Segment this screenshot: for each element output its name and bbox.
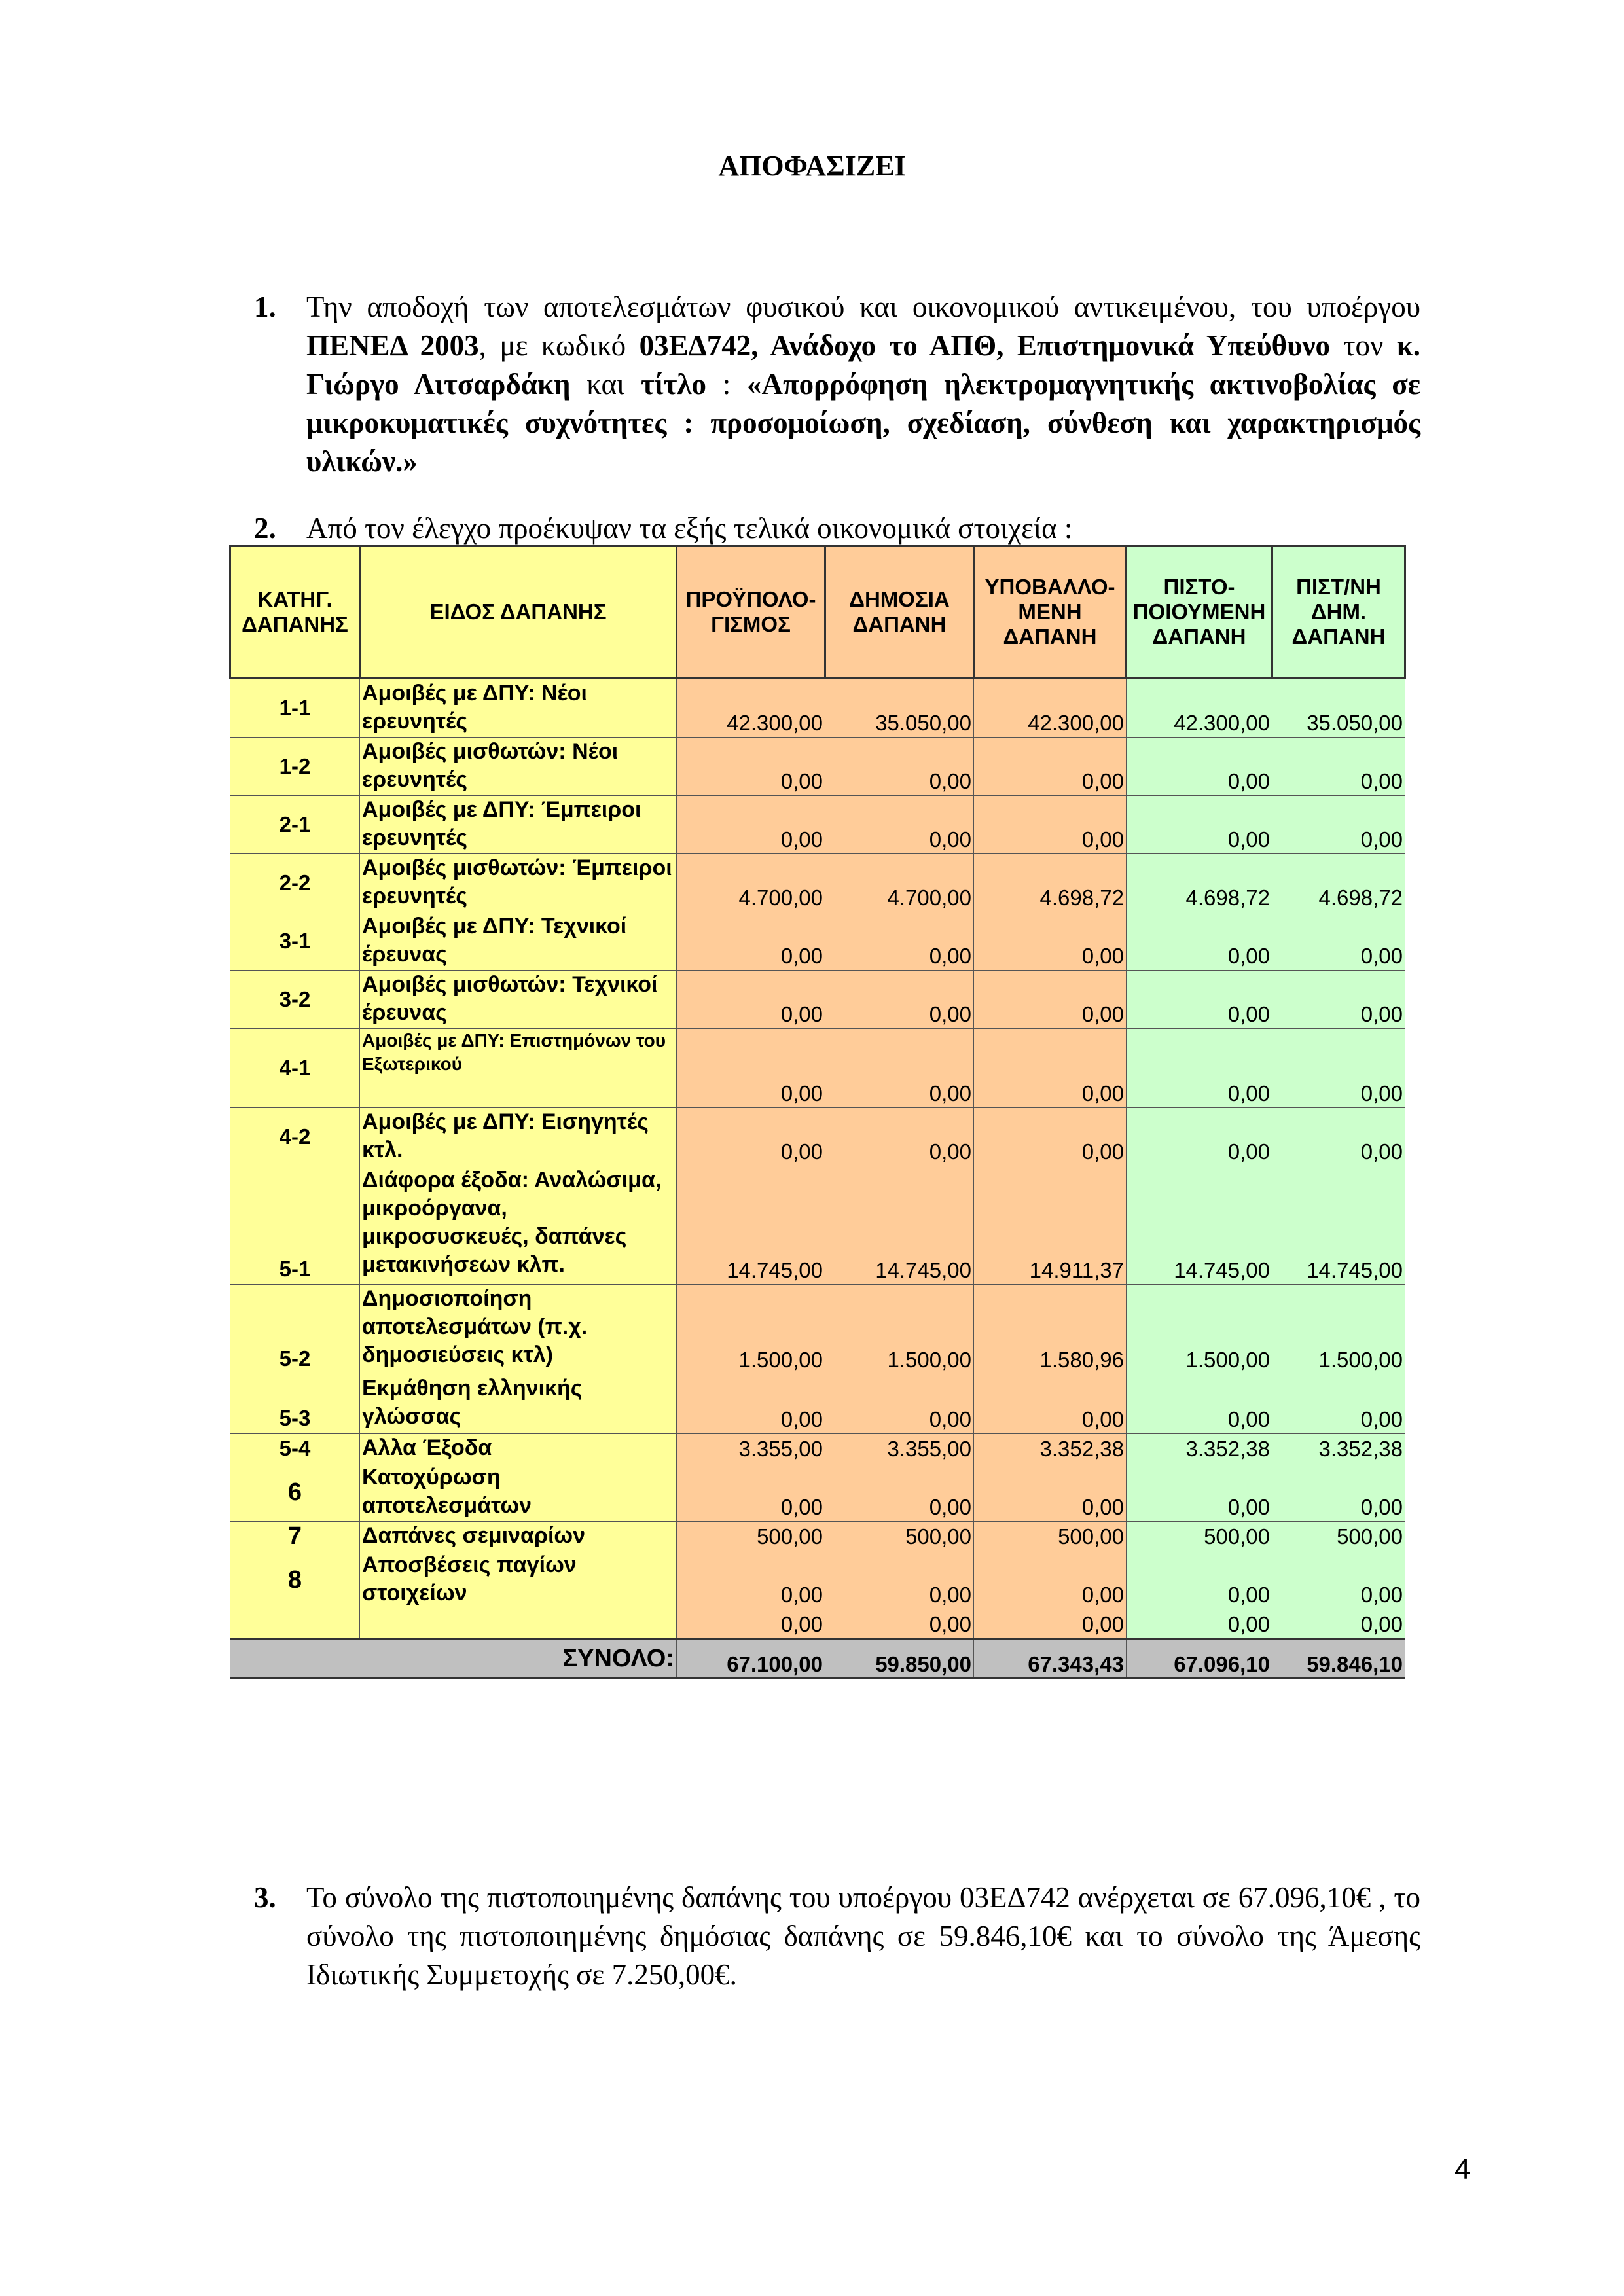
table-row bbox=[230, 738, 1405, 796]
category-cell: 2-2 bbox=[230, 854, 360, 912]
certified-cell: 0,00 bbox=[1127, 1463, 1272, 1522]
certified-cell: 0,00 bbox=[1127, 1374, 1272, 1434]
category-cell: 4-1 bbox=[230, 1029, 360, 1108]
description-cell: Αμοιβές μισθωτών: Τεχνικοί έρευνας bbox=[360, 971, 677, 1029]
category-cell: 5-2 bbox=[230, 1285, 360, 1374]
category-cell: 2-1 bbox=[230, 796, 360, 854]
category-cell: 8 bbox=[230, 1551, 360, 1609]
public-cell: 1.500,00 bbox=[825, 1285, 974, 1374]
submitted-cell: 42.300,00 bbox=[974, 679, 1127, 738]
budget-cell: 42.300,00 bbox=[677, 679, 825, 738]
header-public-expense: ΔΗΜΟΣΙΑ ΔΑΠΑΝΗ bbox=[825, 546, 974, 679]
description-cell: Εκμάθηση ελληνικής γλώσσας bbox=[360, 1374, 677, 1434]
certified-public-cell: 0,00 bbox=[1272, 796, 1405, 854]
certified-public-cell: 0,00 bbox=[1272, 971, 1405, 1029]
certified-public-cell: 35.050,00 bbox=[1272, 679, 1405, 738]
submitted-cell: 500,00 bbox=[974, 1522, 1127, 1551]
header-certified-expense: ΠΙΣΤΟ-ΠΟΙΟΥΜΕΝΗ ΔΑΠΑΝΗ bbox=[1127, 546, 1272, 679]
budget-cell: 0,00 bbox=[677, 1463, 825, 1522]
certified-cell: 1.500,00 bbox=[1127, 1285, 1272, 1374]
certified-cell: 42.300,00 bbox=[1127, 679, 1272, 738]
public-cell: 0,00 bbox=[825, 912, 974, 971]
budget-cell: 0,00 bbox=[677, 796, 825, 854]
submitted-cell: 3.352,38 bbox=[974, 1434, 1127, 1463]
description-cell: Αμοιβές με ΔΠΥ: Τεχνικοί έρευνας bbox=[360, 912, 677, 971]
description-cell: Δημοσιοποίηση αποτελεσμάτων (π.χ. δημοσιεύσεις κτλ) bbox=[360, 1285, 677, 1374]
table-row bbox=[230, 1551, 1405, 1609]
certified-cell: 4.698,72 bbox=[1127, 854, 1272, 912]
paragraph-2-number: 2. bbox=[254, 512, 276, 545]
certified-cell: 0,00 bbox=[1127, 1029, 1272, 1108]
public-cell: 0,00 bbox=[825, 1551, 974, 1609]
certified-public-cell: 0,00 bbox=[1272, 912, 1405, 971]
budget-cell: 0,00 bbox=[677, 1609, 825, 1640]
description-cell: Δαπάνες σεμιναρίων bbox=[360, 1522, 677, 1551]
public-cell: 4.700,00 bbox=[825, 854, 974, 912]
submitted-cell: 0,00 bbox=[974, 1551, 1127, 1609]
paragraph-1-text bbox=[306, 288, 1420, 481]
submitted-cell: 0,00 bbox=[974, 1108, 1127, 1166]
certified-public-cell: 0,00 bbox=[1272, 1463, 1405, 1522]
category-cell: 1-2 bbox=[230, 738, 360, 796]
budget-cell: 14.745,00 bbox=[677, 1166, 825, 1285]
certified-public-cell: 500,00 bbox=[1272, 1522, 1405, 1551]
total-certified: 67.096,10 bbox=[1127, 1640, 1272, 1678]
table-row bbox=[230, 1285, 1405, 1374]
certified-public-cell: 0,00 bbox=[1272, 1374, 1405, 1434]
submitted-cell: 4.698,72 bbox=[974, 854, 1127, 912]
table-row bbox=[230, 912, 1405, 971]
submitted-cell: 0,00 bbox=[974, 971, 1127, 1029]
table-row bbox=[230, 1434, 1405, 1463]
certified-cell: 3.352,38 bbox=[1127, 1434, 1272, 1463]
paragraph-3-text: Το σύνολο της πιστοποιημένης δαπάνης του υποέργου 03ΕΔ742 ανέρχεται σε 67.096,10€ , το σύνολο της πιστοποιημένης δημόσιας δαπάνης σε 59.846,10€ και το σύνολο της Άμεσης Ιδιωτικής Συμμετοχής σε 7.250,00€. bbox=[306, 1881, 1420, 1991]
p1-text-d: και bbox=[570, 368, 641, 401]
submitted-cell: 0,00 bbox=[974, 1463, 1127, 1522]
p1-text-e: : bbox=[706, 368, 748, 401]
table-row bbox=[230, 1374, 1405, 1434]
p1-project-title: «Απορρόφηση ηλεκτρομαγνητικής ακτινοβολίας σε μικροκυματικές συχνότητες : προσομοίωση, σχεδίαση, σύνθεση και χαρακτηρισμός υλικών.» bbox=[306, 368, 1420, 478]
public-cell: 0,00 bbox=[825, 796, 974, 854]
p1-text-b: , με κωδικό bbox=[478, 329, 640, 362]
certified-cell: 0,00 bbox=[1127, 1609, 1272, 1640]
certified-cell: 500,00 bbox=[1127, 1522, 1272, 1551]
total-row bbox=[230, 1640, 1405, 1678]
table-row bbox=[230, 1166, 1405, 1285]
p1-code-contractor: 03ΕΔ742, Ανάδοχο το ΑΠΘ, Επιστημονικά Υπεύθυνο bbox=[639, 329, 1331, 362]
public-cell: 0,00 bbox=[825, 1374, 974, 1434]
table-row bbox=[230, 971, 1405, 1029]
paragraph-2 bbox=[255, 509, 1420, 548]
budget-cell: 3.355,00 bbox=[677, 1434, 825, 1463]
submitted-cell: 14.911,37 bbox=[974, 1166, 1127, 1285]
public-cell: 0,00 bbox=[825, 1108, 974, 1166]
certified-public-cell: 0,00 bbox=[1272, 1609, 1405, 1640]
budget-cell: 0,00 bbox=[677, 912, 825, 971]
description-cell: Αμοιβές με ΔΠΥ: Εισηγητές κτλ. bbox=[360, 1108, 677, 1166]
certified-public-cell: 4.698,72 bbox=[1272, 854, 1405, 912]
budget-cell: 0,00 bbox=[677, 1108, 825, 1166]
table-row bbox=[230, 1609, 1405, 1640]
budget-cell: 0,00 bbox=[677, 1551, 825, 1609]
category-cell: 7 bbox=[230, 1522, 360, 1551]
certified-cell: 0,00 bbox=[1127, 1551, 1272, 1609]
p1-responsible: κ. Γιώργο Λιτσαρδάκη bbox=[306, 329, 1421, 401]
p1-title-label: τίτλο bbox=[640, 368, 707, 401]
budget-cell: 0,00 bbox=[677, 971, 825, 1029]
category-cell: 3-1 bbox=[230, 912, 360, 971]
description-cell: Κατοχύρωση αποτελεσμάτων bbox=[360, 1463, 677, 1522]
submitted-cell: 0,00 bbox=[974, 1029, 1127, 1108]
description-cell bbox=[360, 1609, 677, 1640]
financial-table bbox=[229, 545, 1406, 1679]
public-cell: 3.355,00 bbox=[825, 1434, 974, 1463]
budget-cell: 1.500,00 bbox=[677, 1285, 825, 1374]
paragraph-1 bbox=[255, 288, 1420, 481]
submitted-cell: 0,00 bbox=[974, 796, 1127, 854]
header-description: ΕΙΔΟΣ ΔΑΠΑΝΗΣ bbox=[360, 546, 677, 679]
budget-cell: 0,00 bbox=[677, 738, 825, 796]
p1-program: ΠΕΝΕΔ 2003 bbox=[306, 329, 479, 362]
certified-public-cell: 0,00 bbox=[1272, 1108, 1405, 1166]
total-public: 59.850,00 bbox=[825, 1640, 974, 1678]
description-cell: Αμοιβές με ΔΠΥ: Νέοι ερευνητές bbox=[360, 679, 677, 738]
table-row bbox=[230, 1108, 1405, 1166]
budget-cell: 500,00 bbox=[677, 1522, 825, 1551]
table-row bbox=[230, 796, 1405, 854]
description-cell: Διάφορα έξοδα: Αναλώσιμα, μικροόργανα, μικροσυσκευές, δαπάνες μετακινήσεων κλπ. bbox=[360, 1166, 677, 1285]
category-cell bbox=[230, 1609, 360, 1640]
certified-public-cell: 1.500,00 bbox=[1272, 1285, 1405, 1374]
p1-text-c: τον bbox=[1330, 329, 1397, 362]
header-category: ΚΑΤΗΓ. ΔΑΠΑΝΗΣ bbox=[230, 546, 360, 679]
total-certified-public: 59.846,10 bbox=[1272, 1640, 1405, 1678]
total-submitted: 67.343,43 bbox=[974, 1640, 1127, 1678]
category-cell: 1-1 bbox=[230, 679, 360, 738]
public-cell: 35.050,00 bbox=[825, 679, 974, 738]
certified-cell: 0,00 bbox=[1127, 1108, 1272, 1166]
page-number: 4 bbox=[1454, 2153, 1471, 2185]
certified-cell: 0,00 bbox=[1127, 912, 1272, 971]
submitted-cell: 1.580,96 bbox=[974, 1285, 1127, 1374]
description-cell: Αμοιβές μισθωτών: Έμπειροι ερευνητές bbox=[360, 854, 677, 912]
certified-cell: 0,00 bbox=[1127, 971, 1272, 1029]
header-certified-public-expense: ΠΙΣΤ/ΝΗ ΔΗΜ. ΔΑΠΑΝΗ bbox=[1272, 546, 1405, 679]
paragraph-3 bbox=[255, 1878, 1420, 1994]
budget-cell: 4.700,00 bbox=[677, 854, 825, 912]
table-row bbox=[230, 1463, 1405, 1522]
certified-public-cell: 0,00 bbox=[1272, 738, 1405, 796]
paragraph-1-number: 1. bbox=[254, 291, 276, 323]
category-cell: 5-3 bbox=[230, 1374, 360, 1434]
submitted-cell: 0,00 bbox=[974, 912, 1127, 971]
header-budget: ΠΡΟΫΠΟΛΟ-ΓΙΣΜΟΣ bbox=[677, 546, 825, 679]
public-cell: 0,00 bbox=[825, 1463, 974, 1522]
public-cell: 0,00 bbox=[825, 1029, 974, 1108]
category-cell: 4-2 bbox=[230, 1108, 360, 1166]
description-cell: Αμοιβές μισθωτών: Νέοι ερευνητές bbox=[360, 738, 677, 796]
certified-cell: 14.745,00 bbox=[1127, 1166, 1272, 1285]
certified-cell: 0,00 bbox=[1127, 738, 1272, 796]
certified-public-cell: 0,00 bbox=[1272, 1029, 1405, 1108]
description-cell: Αμοιβές με ΔΠΥ: Έμπειροι ερευνητές bbox=[360, 796, 677, 854]
table-row bbox=[230, 679, 1405, 738]
certified-public-cell: 14.745,00 bbox=[1272, 1166, 1405, 1285]
submitted-cell: 0,00 bbox=[974, 738, 1127, 796]
public-cell: 500,00 bbox=[825, 1522, 974, 1551]
submitted-cell: 0,00 bbox=[974, 1609, 1127, 1640]
table-row bbox=[230, 1029, 1405, 1108]
budget-cell: 0,00 bbox=[677, 1029, 825, 1108]
decision-heading: ΑΠΟΦΑΣΙΖΕΙ bbox=[718, 150, 906, 182]
public-cell: 0,00 bbox=[825, 1609, 974, 1640]
public-cell: 14.745,00 bbox=[825, 1166, 974, 1285]
public-cell: 0,00 bbox=[825, 971, 974, 1029]
public-cell: 0,00 bbox=[825, 738, 974, 796]
certified-public-cell: 3.352,38 bbox=[1272, 1434, 1405, 1463]
header-submitted-expense: ΥΠΟΒΑΛΛΟ-ΜΕΝΗ ΔΑΠΑΝΗ bbox=[974, 546, 1127, 679]
p1-text-a: Την αποδοχή των αποτελεσμάτων φυσικού και οικονομικού αντικειμένου, του υποέργου bbox=[306, 291, 1420, 323]
description-cell: Αλλα Έξοδα bbox=[360, 1434, 677, 1463]
category-cell: 3-2 bbox=[230, 971, 360, 1029]
total-label: ΣΥΝΟΛΟ: bbox=[230, 1640, 677, 1678]
category-cell: 5-1 bbox=[230, 1166, 360, 1285]
paragraph-3-number: 3. bbox=[254, 1881, 276, 1914]
table-row bbox=[230, 1522, 1405, 1551]
submitted-cell: 0,00 bbox=[974, 1374, 1127, 1434]
category-cell: 6 bbox=[230, 1463, 360, 1522]
total-budget: 67.100,00 bbox=[677, 1640, 825, 1678]
budget-cell: 0,00 bbox=[677, 1374, 825, 1434]
certified-cell: 0,00 bbox=[1127, 796, 1272, 854]
description-cell: Αμοιβές με ΔΠΥ: Επιστημόνων του Εξωτερικού bbox=[360, 1029, 677, 1108]
table-row bbox=[230, 854, 1405, 912]
certified-public-cell: 0,00 bbox=[1272, 1551, 1405, 1609]
category-cell: 5-4 bbox=[230, 1434, 360, 1463]
paragraph-2-text: Από τον έλεγχο προέκυψαν τα εξής τελικά οικονομικά στοιχεία : bbox=[306, 512, 1073, 545]
description-cell: Αποσβέσεις παγίων στοιχείων bbox=[360, 1551, 677, 1609]
